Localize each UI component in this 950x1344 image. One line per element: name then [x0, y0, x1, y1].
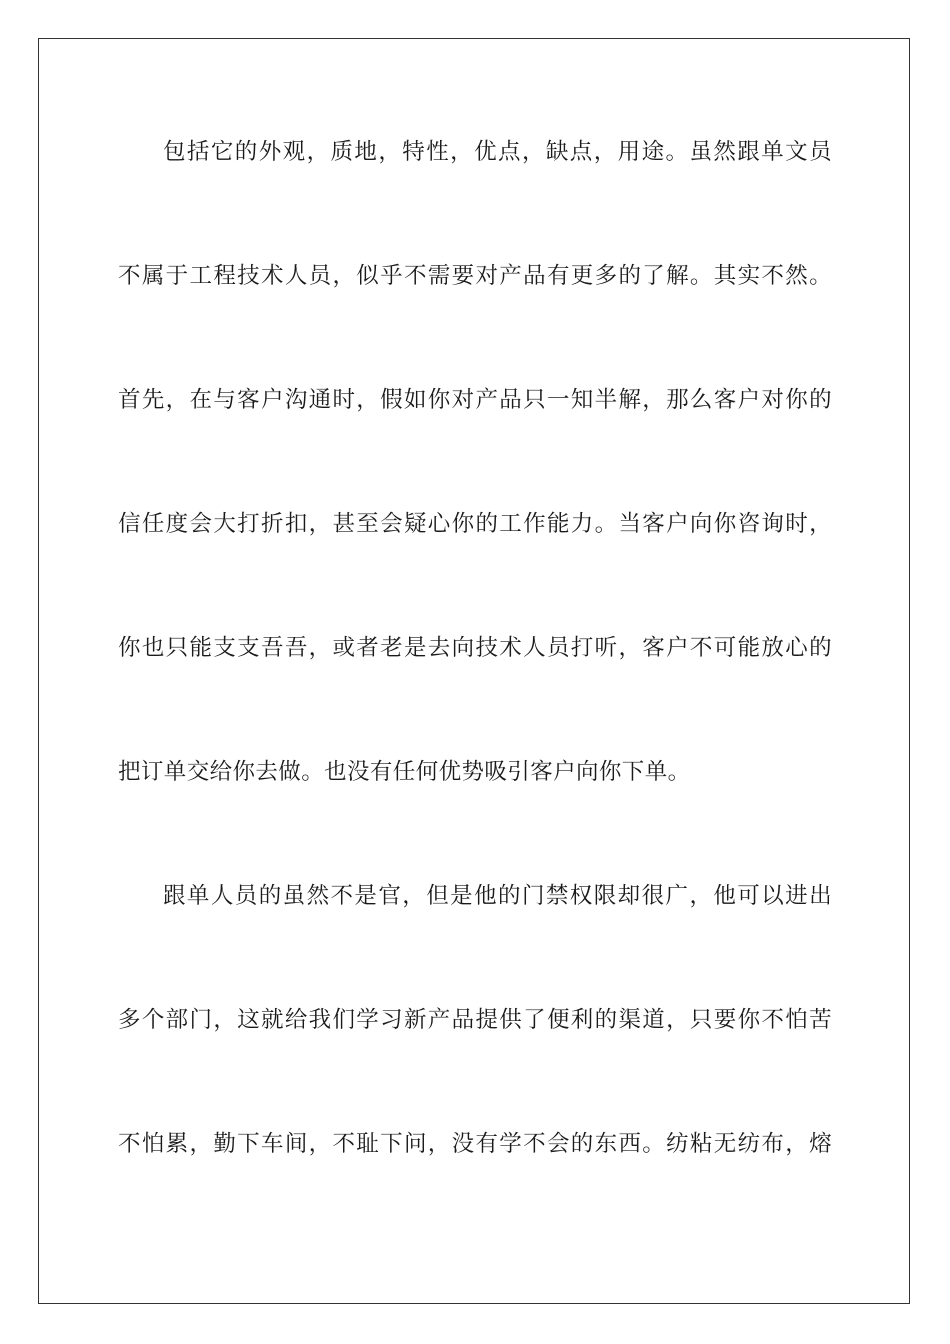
text-line: 多个部门，这就给我们学习新产品提供了便利的渠道，只要你不怕苦 — [118, 1007, 832, 1033]
text-line: 把订单交给你去做。也没有任何优势吸引客户向你下单。 — [118, 759, 691, 785]
text-line: 包括它的外观，质地，特性，优点，缺点，用途。虽然跟单文员 — [163, 139, 832, 165]
text-line: 首先，在与客户沟通时，假如你对产品只一知半解，那么客户对你的 — [118, 387, 832, 413]
text-line: 不怕累，勤下车间，不耻下问，没有学不会的东西。纺粘无纺布，熔 — [118, 1131, 832, 1157]
text-line: 信任度会大打折扣，甚至会疑心你的工作能力。当客户向你咨询时， — [118, 511, 832, 537]
text-line: 跟单人员的虽然不是官，但是他的门禁权限却很广，他可以进出 — [163, 883, 832, 909]
text-line: 不属于工程技术人员，似乎不需要对产品有更多的了解。其实不然。 — [118, 263, 832, 289]
page-border — [38, 38, 910, 1304]
text-line: 你也只能支支吾吾，或者老是去向技术人员打听，客户不可能放心的 — [118, 635, 832, 661]
